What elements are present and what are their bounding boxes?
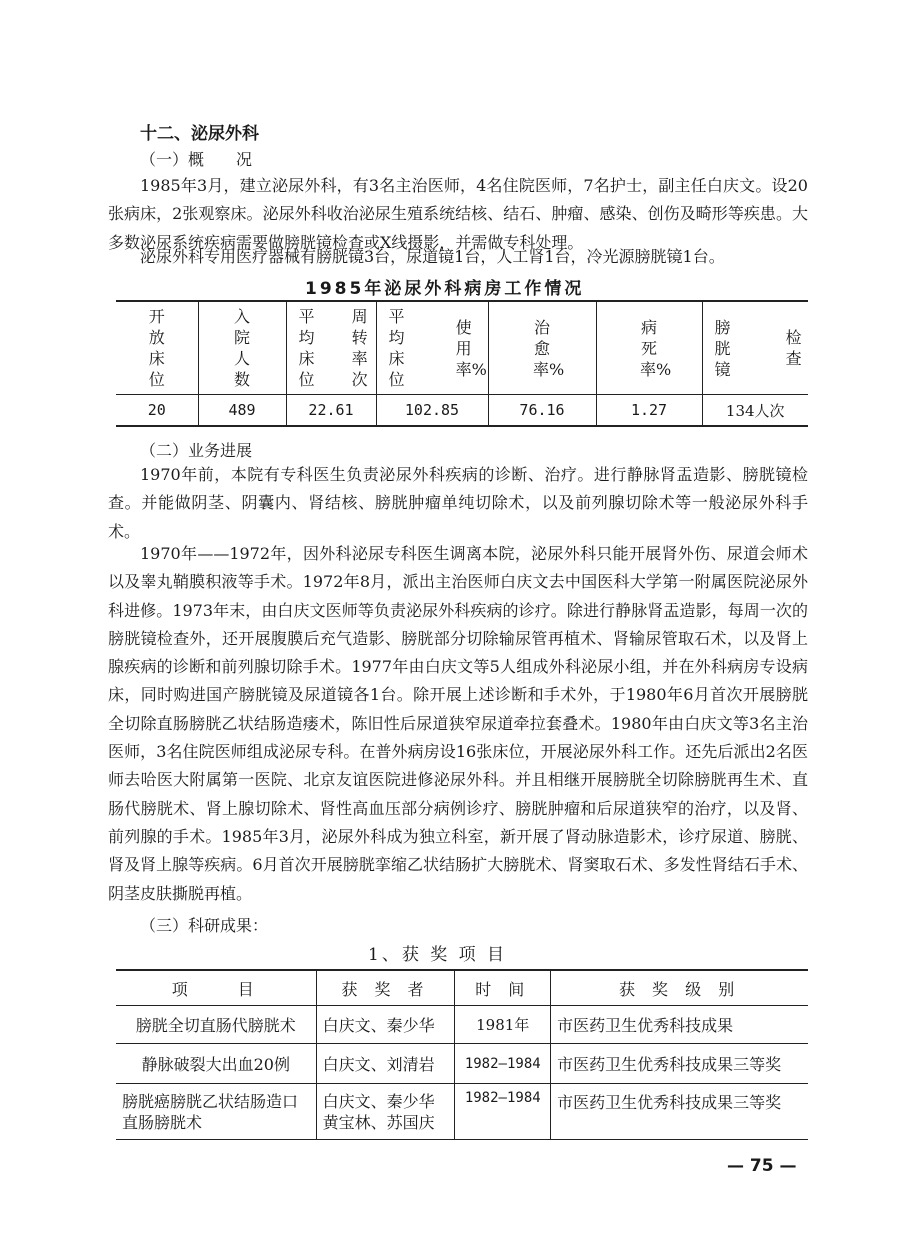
table1-caption: 1985年泌尿外科病房工作情况 <box>305 279 585 299</box>
cell-cure-rate: 76.16 <box>488 395 596 427</box>
award-project: 膀胱全切直肠代膀胱术 <box>116 1006 316 1044</box>
award-project: 静脉破裂大出血20例 <box>116 1044 316 1084</box>
cell-mortality: 1.27 <box>596 395 702 427</box>
header-avg-beds-a: 平均床位 <box>298 307 315 389</box>
paragraph-equipment: 泌尿外科专用医疗器械有膀胱镜3台，尿道镜1台，人工肾1台，冷光源膀胱镜1台。 <box>140 247 725 266</box>
header-winners: 获 奖 者 <box>316 970 455 1006</box>
subsection-overview: （一）概 况 <box>140 150 253 169</box>
header-mortality: 病死率% <box>640 317 672 379</box>
award-winners: 白庆文、秦少华黄宝林、苏国庆 <box>316 1084 455 1140</box>
cell-open-beds: 20 <box>147 401 166 419</box>
header-time: 时 间 <box>455 970 551 1006</box>
award-time: 1982—1984 <box>455 1084 551 1140</box>
subsection-progress: （二）业务进展 <box>140 441 253 460</box>
cell-usage-rate: 102.85 <box>376 395 488 427</box>
awards-caption: 1、获 奖 项 目 <box>368 945 508 965</box>
award-winners: 白庆文、秦少华 <box>316 1006 455 1044</box>
awards-header-row <box>116 970 808 1006</box>
award-winners: 白庆文、刘清岩 <box>316 1044 455 1084</box>
award-time: 1982—1984 <box>455 1044 551 1084</box>
header-award-level: 获 奖 级 别 <box>551 970 808 1006</box>
header-admissions: 入院人数 <box>233 307 250 389</box>
table1-row <box>116 395 808 427</box>
paragraph-establishment: 1985年3月，建立泌尿外科，有3名主治医师，4名住院医师，7名护士，副主任白庆文。设20张病床，2张观察床。泌尿外科收治泌尿生殖系统结核、结石、肿瘤、感染、创伤及畸形等疾患。大多数泌尿系统疾病需要做膀胱镜检查或X线摄影，并需做专科处理。 <box>108 176 808 252</box>
awards-row <box>116 1006 808 1044</box>
award-level: 市医药卫生优秀科技成果三等奖 <box>551 1084 808 1140</box>
ward-work-table <box>116 300 808 427</box>
paragraph-1970-1985: 1970年——1972年，因外科泌尿专科医生调离本院，泌尿外科只能开展肾外伤、尿道会师术以及睾丸鞘膜积液等手术。1972年8月，派出主治医师白庆文去中国医科大学第一附属医院泌尿外科进修。1973年末，由白庆文医师等负责泌尿外科疾病的诊疗。除进行静脉肾盂造影，每周一次的膀胱镜检查外，还开展腹膜后充气造影、膀胱部分切除输尿管再植术、肾输尿管取石术，以及肾上腺疾病的诊断和前列腺切除手术。1977年由白庆文等5人组成外科泌尿小组，并在外科病房专设病床，同时购进国产膀胱镜及尿道镜各1台。除开展上述诊断和手术外，于1980年6月首次开展膀胱全切除直肠膀胱乙状结肠造瘘术，陈旧性后尿道狭窄尿道牵拉套叠术。1980年由白庆文等3名主治医师，3名住院医师组成泌尿专科。在普外病房设16张床位，开展泌尿外科工作。还先后派出2名医师去哈医大附属第一医院、北京友谊医院进修泌尿外科。并且相继开展膀胱全切除膀胱再生术、直肠代膀胱术、肾上腺切除术、肾性高血压部分病例诊疗、膀胱肿瘤和后尿道狭窄的治疗，以及肾、前列腺的手术。1985年3月，泌尿外科成为独立科室，新开展了肾动脉造影术，诊疗尿道、膀胱、肾及肾上腺等疾病。6月首次开展膀胱挛缩乙状结肠扩大膀胱术、肾窦取石术、多发性肾结石手术、阴茎皮肤撕脱再植。 <box>108 544 808 903</box>
award-project: 膀胱癌膀胱乙状结肠造口直肠膀胱术 <box>116 1084 316 1140</box>
header-cure-rate: 治愈率% <box>533 317 565 379</box>
section-title: 十二、泌尿外科 <box>140 124 259 144</box>
header-open-beds: 开放床位 <box>148 307 165 389</box>
awards-row <box>116 1084 808 1140</box>
award-level: 市医药卫生优秀科技成果三等奖 <box>551 1044 808 1084</box>
page-number: — 75 — <box>727 1156 797 1176</box>
awards-row <box>116 1044 808 1084</box>
award-level: 市医药卫生优秀科技成果 <box>551 1006 808 1044</box>
award-time: 1981年 <box>455 1006 551 1044</box>
header-cystoscope: 膀胱镜 <box>714 317 731 379</box>
paragraph-before-1970: 1970年前，本院有专科医生负责泌尿外科疾病的诊断、治疗。进行静脉肾盂造影、膀胱镜检查。并能做阴茎、阴囊内、肾结核、膀胱肿瘤单纯切除术，以及前列腺切除术等一般泌尿外科手术。 <box>108 465 808 541</box>
table1-header-row <box>116 301 808 395</box>
cell-exams: 134人次 <box>702 395 808 427</box>
header-project: 项 目 <box>116 970 316 1006</box>
header-usage-rate: 使用率% <box>455 317 487 379</box>
header-avg-beds-b: 平均床位 <box>388 307 405 389</box>
cell-admissions: 489 <box>198 395 286 427</box>
awards-table <box>116 969 808 1140</box>
header-exam: 检查 <box>785 328 802 368</box>
cell-turnover: 22.61 <box>286 395 376 427</box>
header-turnover: 周转率次 <box>351 307 368 389</box>
subsection-research: （三）科研成果： <box>140 916 269 935</box>
